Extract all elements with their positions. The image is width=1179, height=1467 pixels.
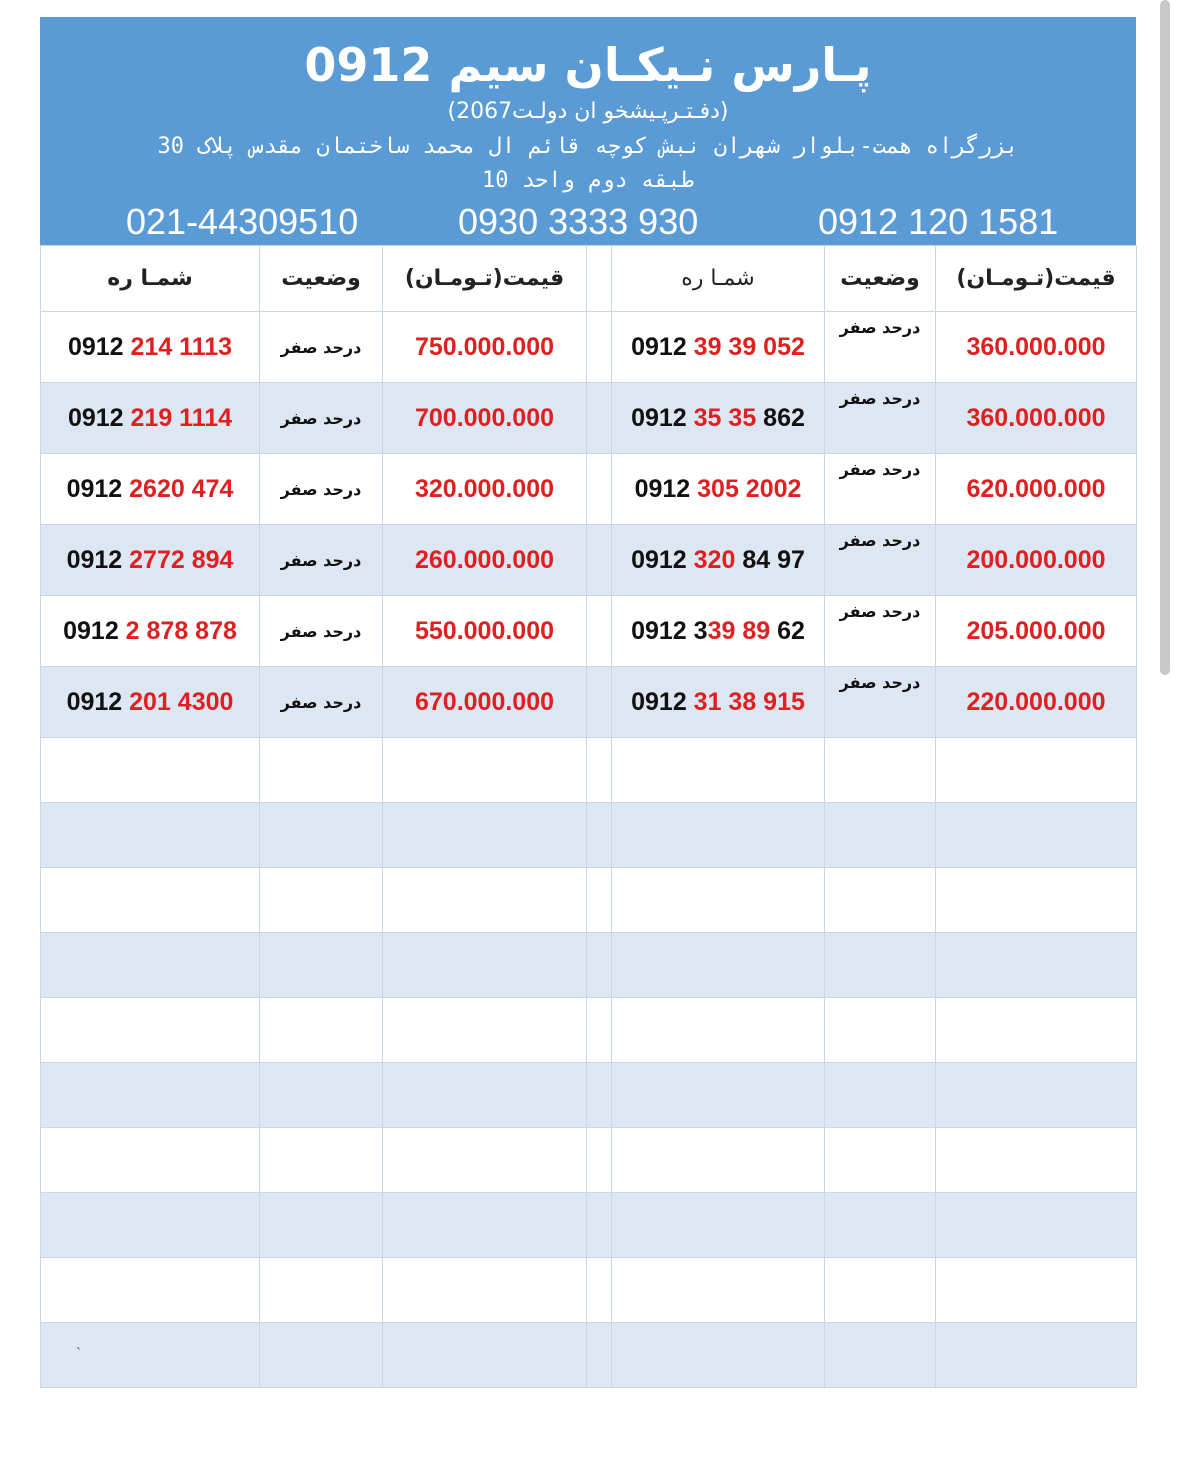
number-highlight: 320 bbox=[693, 545, 743, 574]
price-text: 620.000.000 bbox=[966, 474, 1106, 503]
empty-cell bbox=[260, 933, 383, 998]
empty-cell bbox=[587, 1063, 612, 1128]
right-status-cell bbox=[825, 312, 936, 383]
empty-cell bbox=[587, 1128, 612, 1193]
scrollbar[interactable] bbox=[1160, 0, 1170, 675]
right-status-cell bbox=[825, 454, 936, 525]
price-text: 205.000.000 bbox=[966, 616, 1106, 645]
empty-cell bbox=[41, 933, 260, 998]
empty-cell bbox=[383, 803, 587, 868]
empty-cell bbox=[612, 738, 825, 803]
right-status-cell bbox=[825, 525, 936, 596]
phone-row bbox=[40, 200, 1136, 244]
phone-number bbox=[631, 617, 805, 645]
sheet-header bbox=[40, 17, 1136, 245]
header-right-number: شمـا ره bbox=[612, 246, 825, 312]
empty-cell bbox=[825, 1258, 936, 1323]
empty-cell bbox=[587, 998, 612, 1063]
empty-cell bbox=[41, 1063, 260, 1128]
phone-number bbox=[63, 617, 237, 645]
right-price-cell bbox=[936, 667, 1137, 738]
empty-cell bbox=[383, 1128, 587, 1193]
empty-cell bbox=[383, 738, 587, 803]
number-highlight: 39 39 052 bbox=[693, 332, 805, 361]
number-prefix: 0912 bbox=[67, 332, 131, 361]
empty-cell bbox=[383, 1063, 587, 1128]
spacer-cell bbox=[587, 312, 612, 383]
phone-number bbox=[67, 688, 234, 716]
header-left-number: شمـا ره bbox=[41, 246, 260, 312]
empty-cell bbox=[41, 738, 260, 803]
table-row bbox=[41, 667, 1137, 738]
number-highlight: 2772 894 bbox=[129, 545, 234, 574]
empty-cell bbox=[936, 1323, 1137, 1388]
number-prefix: 0912 bbox=[63, 616, 126, 645]
number-prefix: 0912 bbox=[66, 474, 130, 503]
empty-cell bbox=[260, 868, 383, 933]
empty-cell bbox=[612, 1063, 825, 1128]
empty-cell bbox=[936, 1063, 1137, 1128]
left-price-cell bbox=[383, 525, 587, 596]
phone-number bbox=[67, 546, 234, 574]
left-status-cell bbox=[260, 312, 383, 383]
empty-cell bbox=[587, 1193, 612, 1258]
l-number-cell bbox=[41, 525, 260, 596]
number-prefix: 0912 bbox=[631, 687, 694, 716]
right-price-cell bbox=[936, 596, 1137, 667]
empty-cell bbox=[587, 1258, 612, 1323]
empty-cell bbox=[825, 1323, 936, 1388]
empty-cell bbox=[383, 1258, 587, 1323]
number-rest: 862 bbox=[763, 403, 805, 432]
r-number-cell bbox=[612, 525, 825, 596]
table-row bbox=[41, 596, 1137, 667]
spacer-cell bbox=[587, 596, 612, 667]
empty-cell bbox=[936, 868, 1137, 933]
number-prefix: 0912 3 bbox=[631, 616, 708, 645]
number-highlight: 39 89 bbox=[707, 616, 778, 645]
left-status-cell bbox=[260, 383, 383, 454]
empty-cell bbox=[383, 1323, 587, 1388]
table-row bbox=[41, 525, 1137, 596]
l-number-cell bbox=[41, 667, 260, 738]
empty-cell bbox=[825, 1193, 936, 1258]
status-text: درحد صفر bbox=[839, 602, 921, 621]
phone-mobile-2: 0912 120 1581 bbox=[818, 201, 1059, 242]
status-text: درحد صفر bbox=[280, 621, 362, 641]
empty-cell bbox=[936, 738, 1137, 803]
number-highlight: 35 35 bbox=[693, 403, 764, 432]
table-row bbox=[41, 312, 1137, 383]
price-text: 260.000.000 bbox=[414, 545, 555, 574]
table-header-row bbox=[41, 246, 1137, 312]
empty-row bbox=[41, 868, 1137, 933]
table-row bbox=[41, 383, 1137, 454]
empty-cell bbox=[587, 1323, 612, 1388]
empty-cell bbox=[936, 998, 1137, 1063]
right-price-cell bbox=[936, 525, 1137, 596]
left-status-cell bbox=[260, 596, 383, 667]
number-prefix: 0912 bbox=[67, 403, 131, 432]
number-prefix: 0912 bbox=[631, 403, 694, 432]
empty-cell bbox=[383, 998, 587, 1063]
l-number-cell bbox=[41, 596, 260, 667]
empty-cell bbox=[260, 1323, 383, 1388]
right-price-cell bbox=[936, 454, 1137, 525]
right-status-cell bbox=[825, 667, 936, 738]
stray-mark: ˋ bbox=[76, 1346, 82, 1360]
spacer-cell bbox=[587, 525, 612, 596]
empty-row bbox=[41, 998, 1137, 1063]
r-number-cell bbox=[612, 312, 825, 383]
phone-number bbox=[68, 404, 232, 432]
company-address bbox=[60, 130, 1116, 198]
empty-cell bbox=[41, 803, 260, 868]
spacer-cell bbox=[587, 454, 612, 525]
price-text: 200.000.000 bbox=[966, 545, 1106, 574]
empty-cell bbox=[936, 1193, 1137, 1258]
left-price-cell bbox=[383, 596, 587, 667]
price-text: 550.000.000 bbox=[414, 616, 555, 645]
left-price-cell bbox=[383, 454, 587, 525]
number-highlight: 31 38 915 bbox=[693, 687, 805, 716]
empty-cell bbox=[936, 933, 1137, 998]
price-text: 360.000.000 bbox=[966, 332, 1106, 361]
phone-number bbox=[631, 333, 805, 361]
empty-cell bbox=[383, 868, 587, 933]
status-text: درحد صفر bbox=[280, 408, 362, 428]
status-text: درحد صفر bbox=[839, 318, 921, 337]
number-highlight: 305 2002 bbox=[697, 474, 802, 503]
empty-cell bbox=[587, 933, 612, 998]
number-highlight: 201 4300 bbox=[129, 687, 234, 716]
phone-number bbox=[631, 546, 805, 574]
company-title: پـارس نـیکـان سیم 0912 bbox=[304, 38, 872, 92]
empty-cell bbox=[612, 803, 825, 868]
empty-cell bbox=[587, 738, 612, 803]
spacer-cell bbox=[587, 383, 612, 454]
right-status-cell bbox=[825, 383, 936, 454]
price-sheet bbox=[40, 17, 1136, 1344]
empty-cell bbox=[41, 1323, 260, 1388]
number-prefix: 0912 bbox=[66, 687, 130, 716]
status-text: درحد صفر bbox=[280, 550, 362, 570]
r-number-cell bbox=[612, 667, 825, 738]
phone-number bbox=[67, 475, 234, 503]
empty-cell bbox=[825, 803, 936, 868]
empty-cell bbox=[41, 1258, 260, 1323]
left-status-cell bbox=[260, 667, 383, 738]
price-text: 670.000.000 bbox=[414, 687, 555, 716]
empty-cell bbox=[260, 1128, 383, 1193]
empty-cell bbox=[825, 1128, 936, 1193]
price-text: 750.000.000 bbox=[414, 332, 555, 361]
header-right-status: وضعیت bbox=[825, 246, 936, 312]
r-number-cell bbox=[612, 454, 825, 525]
empty-cell bbox=[825, 933, 936, 998]
number-prefix: 0912 bbox=[631, 332, 694, 361]
header-spacer bbox=[587, 246, 612, 312]
number-rest: 62 bbox=[777, 616, 805, 645]
right-price-cell bbox=[936, 312, 1137, 383]
empty-cell bbox=[936, 803, 1137, 868]
numbers-table bbox=[40, 245, 1137, 1388]
empty-cell bbox=[383, 1193, 587, 1258]
empty-row bbox=[41, 738, 1137, 803]
empty-row bbox=[41, 803, 1137, 868]
empty-row bbox=[41, 1258, 1137, 1323]
status-text: درحد صفر bbox=[839, 531, 921, 550]
price-text: 360.000.000 bbox=[966, 403, 1106, 432]
phone-landline: 021-44309510 bbox=[126, 201, 359, 242]
number-prefix: 0912 bbox=[66, 545, 130, 574]
number-prefix: 0912 bbox=[631, 545, 694, 574]
price-text: 320.000.000 bbox=[414, 474, 555, 503]
l-number-cell bbox=[41, 312, 260, 383]
empty-cell bbox=[612, 1193, 825, 1258]
empty-cell bbox=[260, 1193, 383, 1258]
number-highlight: 219 1114 bbox=[130, 403, 233, 432]
left-status-cell bbox=[260, 525, 383, 596]
header-left-status: وضعیت bbox=[260, 246, 383, 312]
number-highlight: 2 878 878 bbox=[125, 616, 237, 645]
phone-number bbox=[635, 475, 802, 503]
left-price-cell bbox=[383, 312, 587, 383]
empty-cell bbox=[260, 1258, 383, 1323]
table-row bbox=[41, 454, 1137, 525]
right-status-cell bbox=[825, 596, 936, 667]
header-right-price: قیمت(تـومـان) bbox=[936, 246, 1137, 312]
phone-number bbox=[631, 688, 805, 716]
status-text: درحد صفر bbox=[280, 337, 362, 357]
address-line-2: طبقه دوم واحد 10 bbox=[482, 168, 694, 193]
empty-cell bbox=[825, 868, 936, 933]
phone-number bbox=[631, 404, 805, 432]
empty-cell bbox=[825, 1063, 936, 1128]
left-price-cell bbox=[383, 667, 587, 738]
price-text: 700.000.000 bbox=[414, 403, 555, 432]
status-text: درحد صفر bbox=[839, 389, 921, 408]
empty-cell bbox=[383, 933, 587, 998]
empty-cell bbox=[612, 1128, 825, 1193]
status-text: درحد صفر bbox=[839, 460, 921, 479]
empty-cell bbox=[825, 998, 936, 1063]
empty-cell bbox=[41, 1128, 260, 1193]
empty-cell bbox=[41, 1193, 260, 1258]
empty-cell bbox=[260, 998, 383, 1063]
number-rest: 84 97 bbox=[742, 545, 805, 574]
empty-cell bbox=[612, 998, 825, 1063]
empty-cell bbox=[587, 803, 612, 868]
phone-mobile-1: 0930 3333 930 bbox=[458, 201, 699, 242]
empty-cell bbox=[936, 1258, 1137, 1323]
empty-cell bbox=[612, 1258, 825, 1323]
empty-cell bbox=[41, 998, 260, 1063]
company-subtitle: (دفـتـرپـیشخو ان دولـت2067) bbox=[447, 99, 729, 124]
r-number-cell bbox=[612, 383, 825, 454]
empty-cell bbox=[41, 868, 260, 933]
empty-cell bbox=[612, 868, 825, 933]
empty-cell bbox=[587, 868, 612, 933]
empty-cell bbox=[260, 803, 383, 868]
empty-cell bbox=[612, 1323, 825, 1388]
number-highlight: 2620 474 bbox=[129, 474, 234, 503]
l-number-cell bbox=[41, 383, 260, 454]
empty-row bbox=[41, 933, 1137, 998]
left-status-cell bbox=[260, 454, 383, 525]
empty-cell bbox=[612, 933, 825, 998]
status-text: درحد صفر bbox=[280, 692, 362, 712]
empty-row bbox=[41, 1323, 1137, 1388]
empty-cell bbox=[260, 1063, 383, 1128]
phone-number bbox=[68, 333, 232, 361]
status-text: درحد صفر bbox=[280, 479, 362, 499]
empty-cell bbox=[936, 1128, 1137, 1193]
empty-row bbox=[41, 1063, 1137, 1128]
spacer-cell bbox=[587, 667, 612, 738]
status-text: درحد صفر bbox=[839, 673, 921, 692]
empty-cell bbox=[825, 738, 936, 803]
l-number-cell bbox=[41, 454, 260, 525]
empty-row bbox=[41, 1128, 1137, 1193]
number-prefix: 0912 bbox=[634, 474, 698, 503]
left-price-cell bbox=[383, 383, 587, 454]
right-price-cell bbox=[936, 383, 1137, 454]
empty-row bbox=[41, 1193, 1137, 1258]
r-number-cell bbox=[612, 596, 825, 667]
price-text: 220.000.000 bbox=[966, 687, 1106, 716]
header-left-price: قیمت(تـومـان) bbox=[383, 246, 587, 312]
number-highlight: 214 1113 bbox=[130, 332, 233, 361]
empty-cell bbox=[260, 738, 383, 803]
address-line-1: بزرگراه همت-بلوار شهران نبش کوچه قائم ال محمد ساختمان مقدس پلاک 30 bbox=[157, 134, 1019, 159]
